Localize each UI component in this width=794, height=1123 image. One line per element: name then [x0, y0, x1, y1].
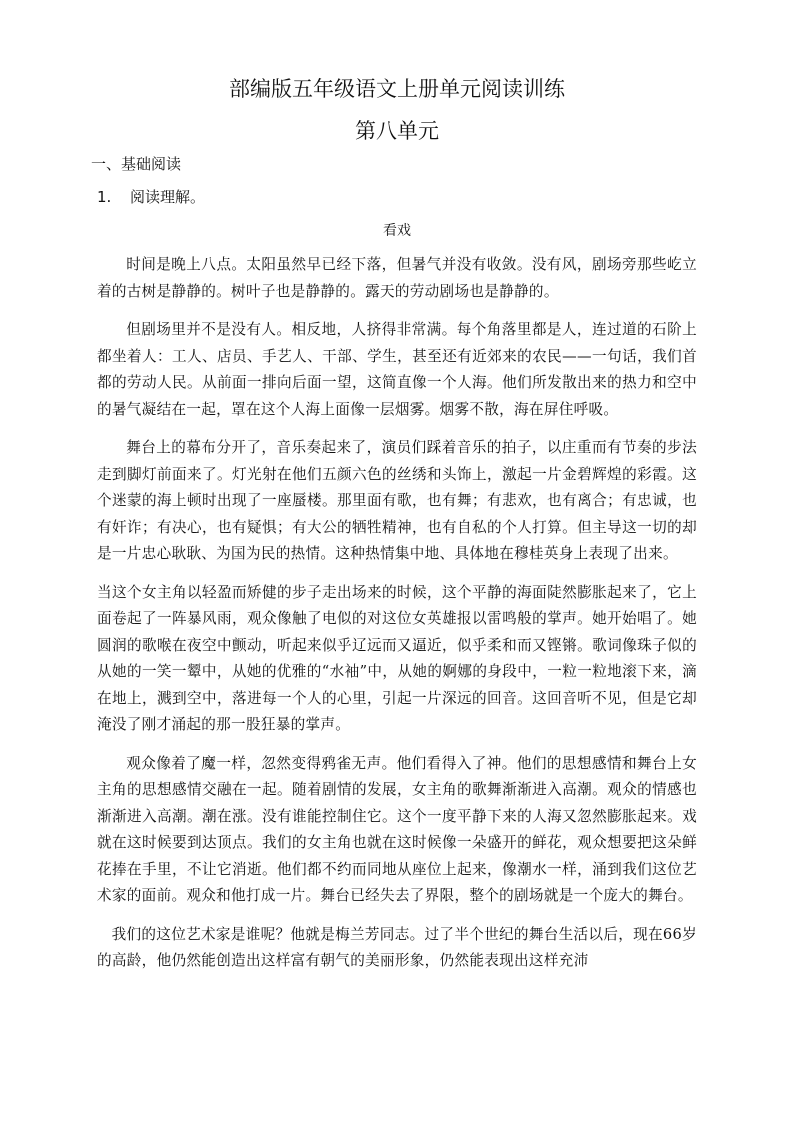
paragraph-1: 时间是晚上八点。太阳虽然早已经下落，但暑气并没有收敛。没有风，剧场旁那些屹立着的古树是静静的。树叶子也是静静的。露天的劳动剧场也是静静的。 — [97, 256, 697, 300]
paragraph-5: 观众像着了魔一样，忽然变得鸦雀无声。他们看得入了神。他们的思想感情和舞台上女主角的思想感情交融在一起。随着剧情的发展，女主角的歌舞渐渐进入高潮。观众的情感也渐渐进入高潮。潮在涨。没有谁能控制住它。这个一度平静下来的人海又忽然膨胀起来。戏就在这时候要到达顶点。我们的女主角也就在这时候像一朵盛开的鲜花，观众想要把这朵鲜花捧在手里，不让它消逝。他们都不约而同地从座位上起来，像潮水一样，涌到我们这位艺术家的面前。观众和他打成一片。舞台已经失去了界限，整个的剧场就是一个庞大的舞台。 — [97, 754, 697, 904]
unit-heading: 第八单元 — [355, 119, 439, 143]
paragraph-6: 我们的这位艺术家是谁呢？他就是梅兰芳同志。过了半个世纪的舞台生活以后，现在66岁的高龄，他仍然能创造出这样富有朝气的美丽形象，仍然能表现出这样充沛 — [97, 925, 697, 969]
section-heading: 一、基础阅读 — [91, 155, 182, 173]
question-heading — [97, 185, 205, 209]
article-body — [97, 252, 697, 987]
document-title: 部编版五年级语文上册单元阅读训练 — [229, 77, 565, 101]
question-number: 1. — [97, 188, 112, 206]
paragraph-3: 舞台上的幕布分开了，音乐奏起来了，演员们踩着音乐的拍子，以庄重而有节奏的步法走到脚灯前面来了。灯光射在他们五颜六色的丝绣和头饰上，激起一片金碧辉煌的彩霞。这个迷蒙的海上顿时出现了一座蜃楼。那里面有歌，也有舞；有悲欢，也有离合；有忠诚，也有奸诈；有决心，也有疑惧；有大公的牺牲精神，也有自私的个人打算。但主导这一切的却是一片忠心耿耿、为国为民的热情。这种热情集中地、具体地在穆桂英身上表现了出来。 — [97, 439, 697, 562]
article-title: 看戏 — [383, 223, 411, 239]
question-label: 阅读理解。 — [130, 188, 206, 206]
paragraph-4: 当这个女主角以轻盈而矫健的步子走出场来的时候，这个平静的海面陡然膨胀起来了，它上面卷起了一阵暴风雨，观众像触了电似的对这位女英雄报以雷鸣般的掌声。她开始唱了。她圆润的歌喉在夜空中颤动，听起来似乎辽远而又逼近，似乎柔和而又铿锵。歌词像珠子似的从她的一笑一颦中，从她的优雅的“水袖”中，从她的婀娜的身段中，一粒一粒地滚下来，滴在地上，溅到空中，落进每一个人的心里，引起一片深远的回音。这回音听不见，但是它却淹没了刚才涌起的那一股狂暴的掌声。 — [97, 583, 697, 733]
paragraph-2: 但剧场里并不是没有人。相反地，人挤得非常满。每个角落里都是人，连过道的石阶上都坐着人：工人、店员、手艺人、干部、学生，甚至还有近郊来的农民——一句话，我们首都的劳动人民。从前面一排向后面一望，这简直像一个人海。他们所发散出来的热力和空中的暑气凝结在一起，罩在这个人海上面像一层烟雾。烟雾不散，海在屏住呼吸。 — [97, 321, 697, 418]
